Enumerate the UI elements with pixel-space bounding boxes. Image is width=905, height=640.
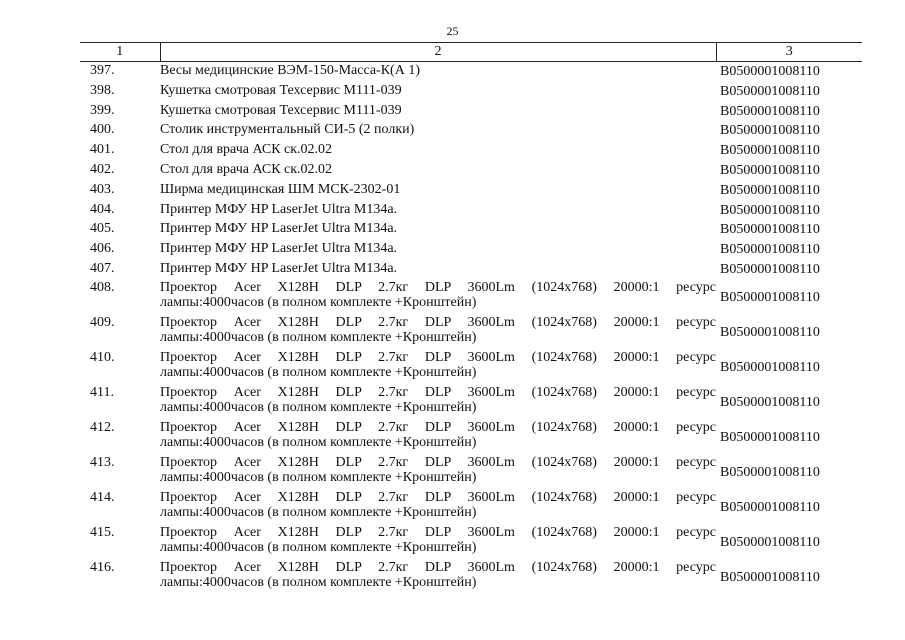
table-row [80, 385, 862, 420]
item-name: Стол для врача АСК ск.02.02 [160, 142, 333, 158]
item-code: B0500001008110 [720, 83, 820, 99]
row-number: 403. [90, 181, 115, 197]
item-name [160, 525, 716, 560]
item-name-line-1: Проектор Acer X128H DLP 2.7кг DLP 3600Lm (1024x768) 20000:1 ресурс [160, 349, 716, 365]
item-code: B0500001008110 [720, 143, 820, 159]
column-header-number: 1 [80, 43, 160, 62]
item-code: B0500001008110 [720, 182, 820, 198]
column-header-code: 3 [716, 43, 862, 62]
item-code: B0500001008110 [720, 499, 820, 515]
item-code: B0500001008110 [720, 289, 820, 305]
table-row [80, 560, 862, 595]
table-row [80, 220, 862, 240]
item-code: B0500001008110 [720, 464, 820, 480]
item-name: Стол для врача АСК ск.02.02 [160, 161, 333, 177]
item-name: Кушетка смотровая Техсервис М111-039 [160, 82, 402, 98]
row-number: 412. [90, 419, 115, 435]
row-number: 408. [90, 279, 115, 295]
item-code: B0500001008110 [720, 569, 820, 585]
item-name [160, 280, 716, 315]
item-name-line-2: лампы:4000часов (в полном комплекте +Кронштейн) [160, 364, 477, 380]
item-name [160, 315, 716, 350]
item-name: Весы медицинские ВЭМ-150-Масса-К(А 1) [160, 63, 420, 78]
equipment-table [80, 42, 862, 595]
item-code: B0500001008110 [720, 429, 820, 445]
table-row [80, 350, 862, 385]
item-name: Принтер МФУ HP LaserJet Ultra M134a. [160, 221, 398, 237]
row-number: 399. [90, 102, 115, 118]
item-name-line-1: Проектор Acer X128H DLP 2.7кг DLP 3600Lm (1024x768) 20000:1 ресурс [160, 454, 716, 470]
item-name: Принтер МФУ HP LaserJet Ultra M134a. [160, 201, 398, 217]
table-row [80, 240, 862, 260]
item-code: B0500001008110 [720, 324, 820, 340]
item-name [160, 350, 716, 385]
table-row [80, 280, 862, 315]
item-name-line-2: лампы:4000часов (в полном комплекте +Кронштейн) [160, 329, 477, 345]
item-name: Принтер МФУ HP LaserJet Ultra M134a. [160, 260, 398, 276]
item-code: B0500001008110 [720, 261, 820, 277]
page-number: 25 [446, 24, 459, 38]
item-name-line-2: лампы:4000часов (в полном комплекте +Кронштейн) [160, 469, 477, 485]
item-name [160, 560, 716, 595]
row-number: 397. [90, 63, 115, 78]
table-row [80, 260, 862, 280]
item-name-line-1: Проектор Acer X128H DLP 2.7кг DLP 3600Lm (1024x768) 20000:1 ресурс [160, 384, 716, 400]
item-code: B0500001008110 [720, 534, 820, 550]
table-row [80, 161, 862, 181]
row-number: 398. [90, 82, 115, 98]
table-row [80, 315, 862, 350]
item-name: Кушетка смотровая Техсервис М111-039 [160, 102, 402, 118]
item-name [160, 455, 716, 490]
item-name [160, 490, 716, 525]
item-name-line-2: лампы:4000часов (в полном комплекте +Кронштейн) [160, 504, 477, 520]
row-number: 406. [90, 241, 115, 257]
item-name-line-2: лампы:4000часов (в полном комплекте +Кронштейн) [160, 294, 477, 310]
column-header-name: 2 [160, 43, 716, 62]
table-row [80, 455, 862, 490]
table-row [80, 121, 862, 141]
item-name: Столик инструментальный СИ-5 (2 полки) [160, 122, 415, 138]
row-number: 407. [90, 260, 115, 276]
row-number: 404. [90, 201, 115, 217]
item-name [160, 385, 716, 420]
table-body [80, 62, 862, 595]
row-number: 410. [90, 349, 115, 365]
table-row [80, 181, 862, 201]
item-name-line-1: Проектор Acer X128H DLP 2.7кг DLP 3600Lm (1024x768) 20000:1 ресурс [160, 489, 716, 505]
item-code: B0500001008110 [720, 242, 820, 258]
item-code: B0500001008110 [720, 64, 820, 79]
table-row [80, 420, 862, 455]
row-number: 401. [90, 142, 115, 158]
item-name-line-1: Проектор Acer X128H DLP 2.7кг DLP 3600Lm (1024x768) 20000:1 ресурс [160, 524, 716, 540]
item-code: B0500001008110 [720, 162, 820, 178]
equipment-table-container [80, 42, 862, 595]
table-row [80, 141, 862, 161]
item-name-line-2: лампы:4000часов (в полном комплекте +Кронштейн) [160, 399, 477, 415]
header-row [80, 43, 862, 62]
item-code: B0500001008110 [720, 394, 820, 410]
table-row [80, 490, 862, 525]
item-name-line-2: лампы:4000часов (в полном комплекте +Кронштейн) [160, 434, 477, 450]
item-code: B0500001008110 [720, 202, 820, 218]
item-code: B0500001008110 [720, 359, 820, 375]
item-name-line-1: Проектор Acer X128H DLP 2.7кг DLP 3600Lm (1024x768) 20000:1 ресурс [160, 559, 716, 575]
item-code: B0500001008110 [720, 123, 820, 139]
table-row [80, 201, 862, 221]
item-name-line-2: лампы:4000часов (в полном комплекте +Кронштейн) [160, 539, 477, 555]
row-number: 413. [90, 454, 115, 470]
row-number: 415. [90, 524, 115, 540]
row-number: 416. [90, 559, 115, 575]
row-number: 411. [90, 384, 114, 400]
row-number: 409. [90, 314, 115, 330]
table-row [80, 82, 862, 102]
table-row [80, 102, 862, 122]
item-name: Принтер МФУ HP LaserJet Ultra M134a. [160, 241, 398, 257]
row-number: 400. [90, 122, 115, 138]
item-code: B0500001008110 [720, 103, 820, 119]
item-name-line-2: лампы:4000часов (в полном комплекте +Кронштейн) [160, 574, 477, 590]
item-name-line-1: Проектор Acer X128H DLP 2.7кг DLP 3600Lm (1024x768) 20000:1 ресурс [160, 419, 716, 435]
table-row [80, 525, 862, 560]
item-name: Ширма медицинская ШМ МСК-2302-01 [160, 181, 401, 197]
table-header [80, 43, 862, 62]
table-row [80, 62, 862, 82]
item-name [160, 420, 716, 455]
row-number: 405. [90, 221, 115, 237]
row-number: 402. [90, 161, 115, 177]
item-name-line-1: Проектор Acer X128H DLP 2.7кг DLP 3600Lm (1024x768) 20000:1 ресурс [160, 314, 716, 330]
item-code: B0500001008110 [720, 222, 820, 238]
row-number: 414. [90, 489, 115, 505]
item-name-line-1: Проектор Acer X128H DLP 2.7кг DLP 3600Lm (1024x768) 20000:1 ресурс [160, 279, 716, 295]
